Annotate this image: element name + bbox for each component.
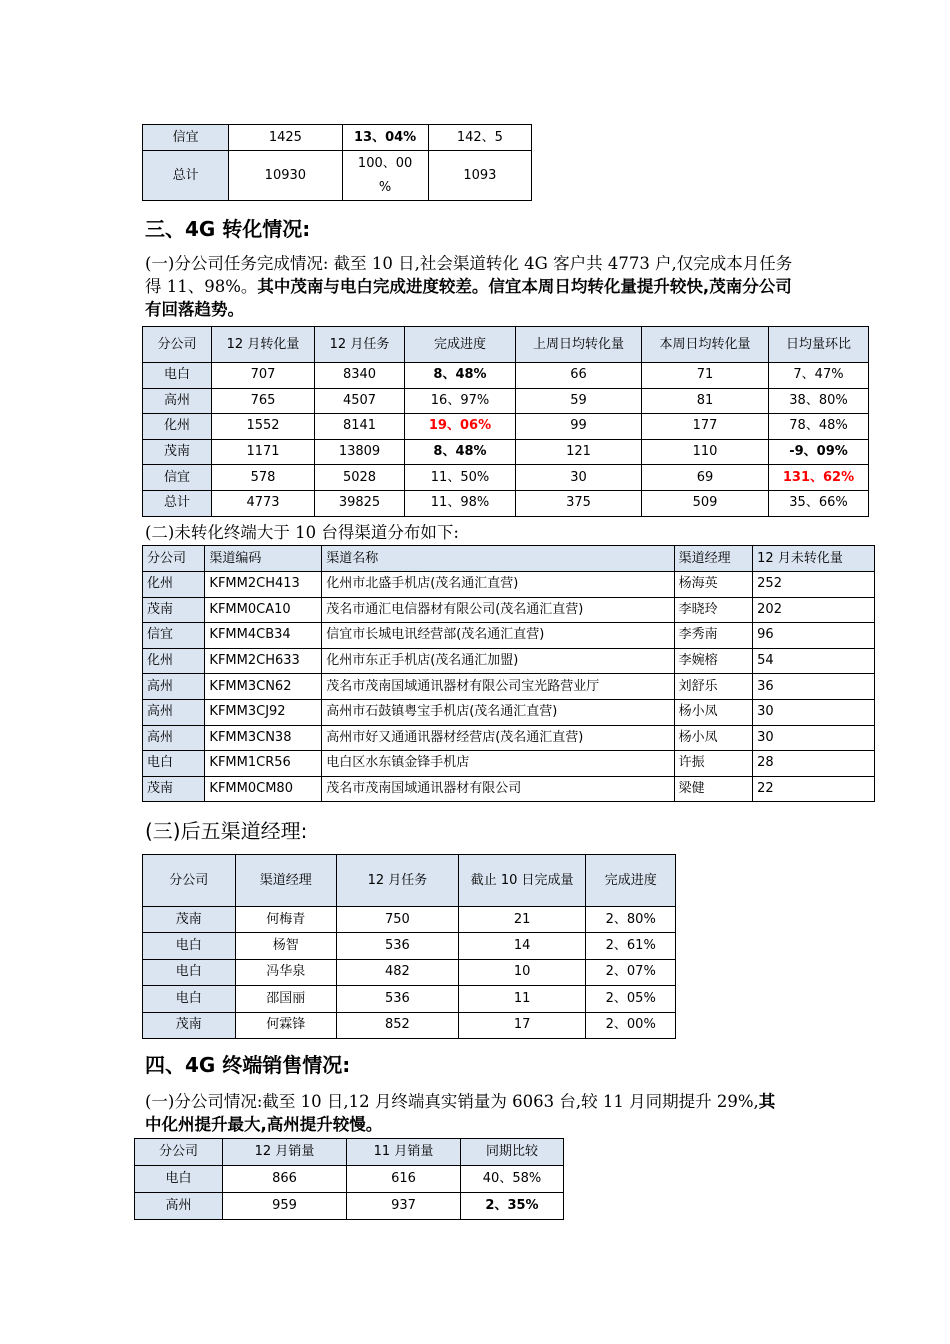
table-cell: 杨小凤 xyxy=(674,699,753,725)
table-cell: 电白 xyxy=(143,986,236,1012)
table-cell: KFMM3CN62 xyxy=(205,674,322,700)
table-header-cell: 上周日均转化量 xyxy=(516,327,642,363)
table-branch-summary xyxy=(142,124,532,201)
table-cell: 电白 xyxy=(135,1166,223,1193)
table-row xyxy=(135,1193,564,1220)
table-cell: 茂南 xyxy=(143,597,205,623)
table-cell: KFMM0CA10 xyxy=(205,597,322,623)
table-cell: 冯华泉 xyxy=(235,959,337,985)
table-cell: 142、5 xyxy=(428,125,531,151)
table-row xyxy=(143,699,875,725)
table-header-cell: 12 月任务 xyxy=(315,327,405,363)
table-conversion-by-branch xyxy=(142,326,869,517)
table-cell: 78、48% xyxy=(769,414,869,440)
table-cell: 252 xyxy=(753,572,875,598)
table-cell: 13、04% xyxy=(342,125,428,151)
table-cell: 总计 xyxy=(143,151,229,201)
table-cell: KFMM3CJ92 xyxy=(205,699,322,725)
section-heading-bottom-five-managers: (三)后五渠道经理: xyxy=(145,819,308,843)
paragraph-branch-task-completion xyxy=(145,252,805,321)
table-cell: 578 xyxy=(212,465,315,491)
table-header-cell: 截止 10 日完成量 xyxy=(458,855,586,907)
table-body xyxy=(143,855,676,1039)
table-row xyxy=(143,933,676,959)
table-cell: 765 xyxy=(212,388,315,414)
table-row xyxy=(143,388,869,414)
table-cell: 高州市好又通通讯器材经营店(茂名通汇直营) xyxy=(322,725,674,751)
paragraph-bold-text: 其中茂南与电白完成进度较差。信宜本周日均转化量提升较快,茂南分公司有回落趋势。 xyxy=(145,277,792,319)
table-row xyxy=(143,151,532,201)
paragraph-text: (一)分公司情况:截至 10 日,12 月终端真实销量为 6063 台,较 11 月同期提升 29%, xyxy=(145,1092,759,1111)
table-header-cell: 完成进度 xyxy=(405,327,516,363)
table-header-row xyxy=(135,1139,564,1166)
table-cell: 35、66% xyxy=(769,490,869,516)
table-cell: 8340 xyxy=(315,363,405,389)
table-header-cell: 分公司 xyxy=(143,855,236,907)
table-header-cell: 渠道编码 xyxy=(205,546,322,572)
table-header-cell: 11 月销量 xyxy=(347,1139,461,1166)
table-row xyxy=(143,725,875,751)
table-cell: 30 xyxy=(516,465,642,491)
paragraph-terminal-sales xyxy=(145,1090,785,1136)
table-cell: 707 xyxy=(212,363,315,389)
table-cell: 茂南 xyxy=(143,1012,236,1038)
table-cell: KFMM1CR56 xyxy=(205,751,322,777)
table-cell: 71 xyxy=(642,363,769,389)
table-cell: 39825 xyxy=(315,490,405,516)
table-header-cell: 12 月销量 xyxy=(223,1139,347,1166)
table-row xyxy=(143,125,532,151)
table-body xyxy=(135,1139,564,1220)
table-cell: 化州 xyxy=(143,572,205,598)
table-cell: 茂南 xyxy=(143,439,212,465)
table-cell: 30 xyxy=(753,725,875,751)
table-cell: 4507 xyxy=(315,388,405,414)
table-row xyxy=(143,439,869,465)
table-cell: 28 xyxy=(753,751,875,777)
table-row xyxy=(143,1012,676,1038)
table-cell: 杨智 xyxy=(235,933,337,959)
table-header-cell: 本周日均转化量 xyxy=(642,327,769,363)
table-body xyxy=(143,546,875,802)
table-row xyxy=(143,648,875,674)
table-bottom-five-managers xyxy=(142,854,676,1039)
table-header-cell: 日均量环比 xyxy=(769,327,869,363)
table-cell: 937 xyxy=(347,1193,461,1220)
table-cell: 李秀南 xyxy=(674,623,753,649)
table-unconverted-channels xyxy=(142,545,875,802)
table-cell: 2、05% xyxy=(586,986,676,1012)
table-cell: 信宜 xyxy=(143,465,212,491)
table-cell: 121 xyxy=(516,439,642,465)
table-cell: 电白区水东镇金锋手机店 xyxy=(322,751,674,777)
table-cell: 何霖锋 xyxy=(235,1012,337,1038)
table-cell: 96 xyxy=(753,623,875,649)
table-cell: 茂名市茂南国域通讯器材有限公司宝光路营业厅 xyxy=(322,674,674,700)
table-row xyxy=(143,363,869,389)
table-cell: 36 xyxy=(753,674,875,700)
table-header-cell: 同期比较 xyxy=(461,1139,564,1166)
table-cell: 2、35% xyxy=(461,1193,564,1220)
table-cell: 131、62% xyxy=(769,465,869,491)
table-cell: 2、80% xyxy=(586,907,676,933)
table-cell: -9、09% xyxy=(769,439,869,465)
table-header-cell: 分公司 xyxy=(135,1139,223,1166)
table-cell: 邵国丽 xyxy=(235,986,337,1012)
table-cell: 40、58% xyxy=(461,1166,564,1193)
table-cell: 54 xyxy=(753,648,875,674)
table-cell: 1552 xyxy=(212,414,315,440)
table-cell: 1093 xyxy=(428,151,531,201)
table-cell: 110 xyxy=(642,439,769,465)
table-cell: 杨小凤 xyxy=(674,725,753,751)
table-cell: 2、61% xyxy=(586,933,676,959)
table-cell: 17 xyxy=(458,1012,586,1038)
table-header-cell: 完成进度 xyxy=(586,855,676,907)
table-row xyxy=(143,986,676,1012)
table-cell: 852 xyxy=(337,1012,459,1038)
table-body xyxy=(143,327,869,517)
paragraph-bold-text: 其中化州提升最大,高州提升较慢。 xyxy=(145,1092,776,1134)
table-cell: 5028 xyxy=(315,465,405,491)
table-cell: 8141 xyxy=(315,414,405,440)
paragraph-text: (一)分公司任务完成情况: 截至 10 日,社会渠道转化 4G 客户共 4773 户,仅完成本月任务得 11、98%。 xyxy=(145,254,793,296)
table-cell: 电白 xyxy=(143,363,212,389)
table-cell: 高州 xyxy=(143,699,205,725)
table-header-cell: 分公司 xyxy=(143,327,212,363)
table-cell: 30 xyxy=(753,699,875,725)
table-terminal-sales xyxy=(134,1138,564,1220)
table-cell: 536 xyxy=(337,933,459,959)
table-cell: 梁健 xyxy=(674,776,753,802)
table-cell: 2、00% xyxy=(586,1012,676,1038)
table-header-cell: 12 月任务 xyxy=(337,855,459,907)
table-cell: 866 xyxy=(223,1166,347,1193)
table-header-cell: 12 月转化量 xyxy=(212,327,315,363)
section-heading-4g-terminal-sales: 四、4G 终端销售情况: xyxy=(145,1053,351,1077)
table-row xyxy=(143,572,875,598)
table-cell: 7、47% xyxy=(769,363,869,389)
table-cell: 10930 xyxy=(229,151,342,201)
table-cell: 69 xyxy=(642,465,769,491)
table-cell: 616 xyxy=(347,1166,461,1193)
table-cell: 1171 xyxy=(212,439,315,465)
table-cell: 李婉榕 xyxy=(674,648,753,674)
table-cell: 电白 xyxy=(143,933,236,959)
table-cell: 电白 xyxy=(143,751,205,777)
table-cell: 4773 xyxy=(212,490,315,516)
table-cell: 66 xyxy=(516,363,642,389)
table-cell: 14 xyxy=(458,933,586,959)
table-cell: 375 xyxy=(516,490,642,516)
table-header-cell: 渠道名称 xyxy=(322,546,674,572)
table-cell: 化州市北盛手机店(茂名通汇直营) xyxy=(322,572,674,598)
table-cell: 高州 xyxy=(143,725,205,751)
table-cell: 高州市石鼓镇粤宝手机店(茂名通汇直营) xyxy=(322,699,674,725)
table-cell: 177 xyxy=(642,414,769,440)
table-cell: 10 xyxy=(458,959,586,985)
table-cell: 202 xyxy=(753,597,875,623)
table-cell: 8、48% xyxy=(405,363,516,389)
table-cell: 16、97% xyxy=(405,388,516,414)
table-cell: 总计 xyxy=(143,490,212,516)
table-cell: 38、80% xyxy=(769,388,869,414)
table-row xyxy=(143,597,875,623)
table-cell: 刘舒乐 xyxy=(674,674,753,700)
table-cell: 李晓玲 xyxy=(674,597,753,623)
table-cell: 信宜 xyxy=(143,623,205,649)
table-row xyxy=(143,959,676,985)
table-row xyxy=(143,674,875,700)
table-cell: 509 xyxy=(642,490,769,516)
table-header-cell: 渠道经理 xyxy=(674,546,753,572)
table-cell: 茂南 xyxy=(143,907,236,933)
table-cell: 750 xyxy=(337,907,459,933)
table-cell: 19、06% xyxy=(405,414,516,440)
table-cell: 茂名市茂南国域通讯器材有限公司 xyxy=(322,776,674,802)
table-cell: KFMM2CH413 xyxy=(205,572,322,598)
table-cell: 11 xyxy=(458,986,586,1012)
table-row xyxy=(143,623,875,649)
table-cell: 11、50% xyxy=(405,465,516,491)
table-header-row xyxy=(143,327,869,363)
table-cell: 信宜市长城电讯经营部(茂名通汇直营) xyxy=(322,623,674,649)
table-cell: 高州 xyxy=(143,674,205,700)
table-cell: 81 xyxy=(642,388,769,414)
table-cell: KFMM0CM80 xyxy=(205,776,322,802)
table-header-row xyxy=(143,855,676,907)
table-cell: 11、98% xyxy=(405,490,516,516)
table-row xyxy=(143,751,875,777)
caption-unconverted-channels: (二)未转化终端大于 10 台得渠道分布如下: xyxy=(145,523,459,542)
table-row xyxy=(143,907,676,933)
table-header-cell: 12 月未转化量 xyxy=(753,546,875,572)
table-header-cell: 分公司 xyxy=(143,546,205,572)
table-cell: 22 xyxy=(753,776,875,802)
table-cell: 21 xyxy=(458,907,586,933)
table-row xyxy=(143,414,869,440)
table-cell: KFMM3CN38 xyxy=(205,725,322,751)
table-cell: 杨海英 xyxy=(674,572,753,598)
table-cell: 13809 xyxy=(315,439,405,465)
table-cell: KFMM4CB34 xyxy=(205,623,322,649)
table-row xyxy=(135,1166,564,1193)
table-cell: 高州 xyxy=(135,1193,223,1220)
table-cell: 许振 xyxy=(674,751,753,777)
section-heading-4g-conversion: 三、4G 转化情况: xyxy=(145,217,311,241)
table-row xyxy=(143,490,869,516)
table-cell: 1425 xyxy=(229,125,342,151)
table-cell: 信宜 xyxy=(143,125,229,151)
table-cell: 959 xyxy=(223,1193,347,1220)
table-row xyxy=(143,776,875,802)
table-cell: 2、07% xyxy=(586,959,676,985)
table-cell: 482 xyxy=(337,959,459,985)
table-cell: 8、48% xyxy=(405,439,516,465)
table-cell: 何梅青 xyxy=(235,907,337,933)
table-header-cell: 渠道经理 xyxy=(235,855,337,907)
table-cell: 100、00 % xyxy=(342,151,428,201)
table-cell: 536 xyxy=(337,986,459,1012)
table-cell: 茂南 xyxy=(143,776,205,802)
table-cell: 茂名市通汇电信器材有限公司(茂名通汇直营) xyxy=(322,597,674,623)
table-cell: 高州 xyxy=(143,388,212,414)
table-cell: 化州 xyxy=(143,414,212,440)
table-cell: 化州市东正手机店(茂名通汇加盟) xyxy=(322,648,674,674)
table-header-row xyxy=(143,546,875,572)
table-cell: 化州 xyxy=(143,648,205,674)
table-cell: 电白 xyxy=(143,959,236,985)
table-row xyxy=(143,465,869,491)
table-cell: 59 xyxy=(516,388,642,414)
table-cell: 99 xyxy=(516,414,642,440)
table-cell: KFMM2CH633 xyxy=(205,648,322,674)
